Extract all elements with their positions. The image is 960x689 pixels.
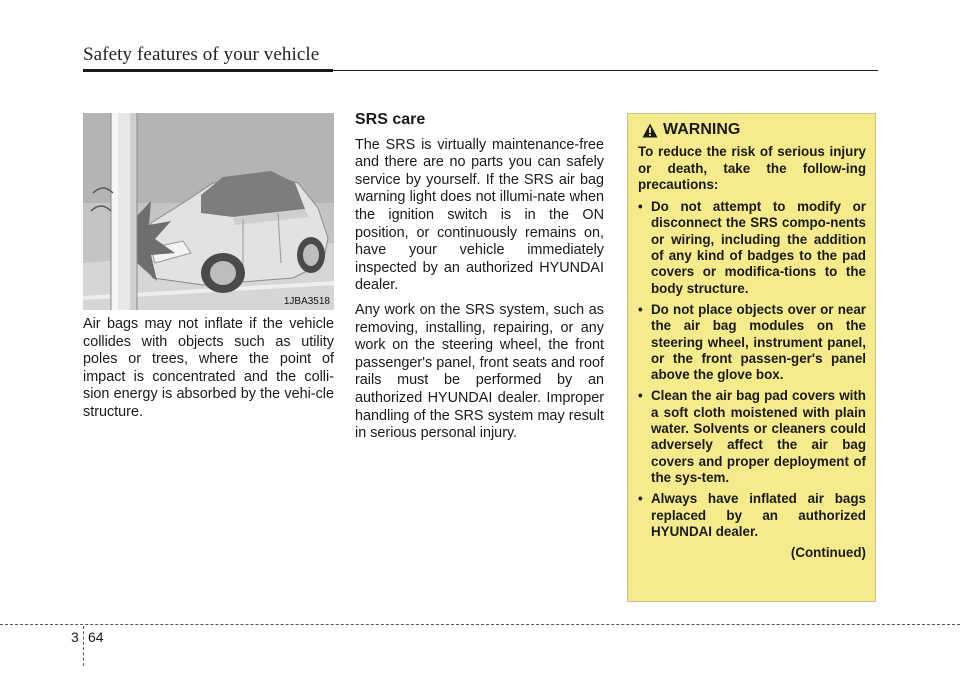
warning-item: • Do not place objects over or near the air bag modules on the steering wheel, instrument panel, or the front passen-ger's panel above the glove box. — [638, 302, 866, 383]
warning-intro: To reduce the risk of serious injury or death, take the follow-ing precautions: — [638, 144, 866, 192]
figure-code: 1JBA3518 — [283, 296, 330, 307]
illustration-graphic — [83, 113, 334, 310]
section-title: SRS care — [355, 111, 426, 128]
header-rule — [83, 69, 878, 72]
footer-rule — [0, 624, 960, 625]
warning-triangle-icon — [642, 123, 658, 138]
header-title: Safety features of your vehicle — [83, 44, 320, 65]
warning-item: • Always have inflated air bags replaced by an authorized HYUNDAI dealer. — [638, 491, 866, 540]
warning-header — [642, 122, 866, 138]
footer-divider — [83, 626, 84, 666]
paragraph: Any work on the SRS system, such as removing, installing, repairing, or any work on the steering wheel, the front passenger's panel, front seats and roof rails must be performed by an authorized HYUNDAI dealer. Improper handling of the SRS system may result in serious personal injury. — [355, 301, 604, 442]
continued-label: (Continued) — [790, 545, 866, 561]
car-crash-illustration — [83, 113, 334, 310]
page-number: 64 — [88, 629, 104, 645]
left-column — [83, 316, 334, 429]
warning-title: WARNING — [663, 121, 741, 138]
warning-box — [627, 113, 876, 602]
warning-item: • Do not attempt to modify or disconnect the SRS compo-nents or wiring, including the addition of any kind of badges to the pad covers or modifica-tions to the body structure. — [638, 199, 866, 297]
warning-item: • Clean the air bag pad covers with a soft cloth moistened with plain water. Solvents or cleaners could adversely affect the air bag covers and proper deployment of the sys-tem. — [638, 388, 866, 486]
section-number: 3 — [71, 629, 79, 645]
middle-column — [355, 111, 604, 450]
figure-caption: Air bags may not inflate if the vehicle collides with objects such as utility poles or trees, where the point of impact is concentrated and the colli-sion energy is absorbed by the vehi-cle structure. — [83, 316, 334, 420]
paragraph: The SRS is virtually maintenance-free and there are no parts you can safely service by yourself. If the SRS air bag warning light does not illumi-nate when the ignition switch is in the ON position, or continuously remains on, have your vehicle immediately inspected by an authorized HYUNDAI dealer. — [355, 136, 604, 294]
warning-list — [638, 199, 866, 540]
